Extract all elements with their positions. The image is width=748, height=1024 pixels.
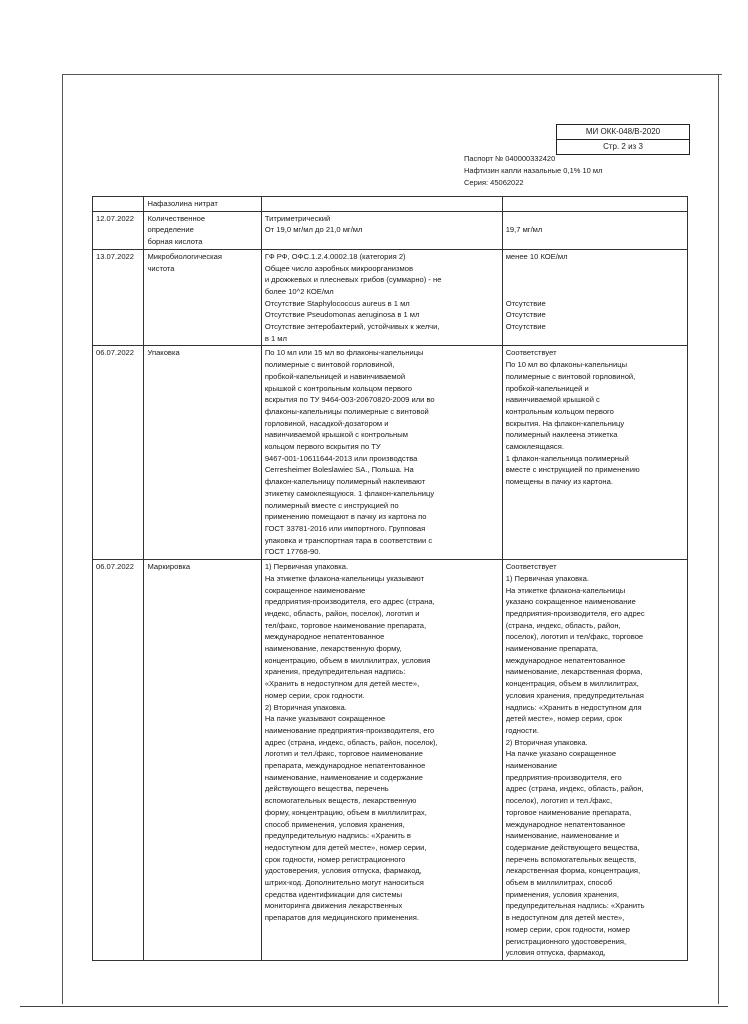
- result-text-line: международное непатентованное: [505, 655, 626, 665]
- norm-text-cell: [261, 346, 502, 560]
- test-date: [93, 346, 144, 560]
- norm-text-line: препаратов для медицинского применения.: [264, 913, 420, 923]
- norm-text-line: хранения, предупредительная надпись:: [264, 667, 406, 677]
- result-text-line: Соответствует: [505, 348, 557, 358]
- norm-text-line: этикетку самоклеящуюся. 1 флакон-капельницу: [264, 488, 435, 498]
- result-text-line: применения, условия хранения,: [505, 889, 619, 899]
- result-text-line: детей месте», номер серии, срок: [505, 714, 623, 724]
- norm-text-cell: [261, 560, 502, 961]
- result-text-line: помещены в пачку из картона.: [505, 477, 613, 487]
- date-text: 13.07.2022: [96, 251, 135, 261]
- result-text-line: концентрация, объем в миллилитрах,: [505, 679, 639, 689]
- norm-text-line: Титриметрический: [264, 213, 331, 223]
- norm-text-line: более 10^2 КОЕ/мл: [264, 286, 334, 296]
- norm-text-line: сокращенное наименование: [264, 585, 366, 595]
- norm-text-line: международное непатентованное: [264, 632, 385, 642]
- norm-text-line: способ применения, условия хранения,: [264, 819, 405, 829]
- result-text-line: перечень вспомогательных веществ,: [505, 854, 637, 864]
- result-text-line: [506, 286, 684, 298]
- norm-text-line: ГОСТ 33781-2016 или импортного. Групповая: [264, 523, 426, 533]
- norm-text-line: удостоверения, условия отпуска, фармакод,: [264, 866, 422, 876]
- norm-text-line: наименование, лекарственную форму,: [264, 644, 402, 654]
- norm-text-line: От 19,0 мг/мл до 21,0 мг/мл: [264, 225, 363, 235]
- norm-text-line: адрес (страна, индекс, область, район, поселок),: [264, 737, 438, 747]
- test-name-line: Упаковка: [147, 348, 180, 358]
- test-name-cell: [144, 560, 261, 961]
- norm-text-line: Отсутствие Pseudomonas aeruginosa в 1 мл: [264, 310, 420, 320]
- norm-text-line: По 10 мл или 15 мл во флаконы-капельницы: [264, 348, 424, 358]
- norm-text-line: На этикетке флакона-капельницы указывают: [264, 573, 425, 583]
- result-text-line: На этикетке флакона-капельницы: [505, 585, 626, 595]
- norm-text-line: тел/факс, торговое наименование препарата,: [264, 620, 427, 630]
- norm-text-line: логотип и тел./факс, торговое наименование: [264, 749, 423, 759]
- norm-text-line: недоступном для детей месте», номер серии,: [264, 842, 427, 852]
- result-text-line: объем в миллилитрах, способ: [505, 878, 613, 888]
- norm-text-line: 2) Вторичная упаковка.: [264, 702, 347, 712]
- table-row: [93, 249, 688, 346]
- result-text-cell: [502, 211, 687, 249]
- result-text-line: (страна, индекс, область, район,: [505, 620, 621, 630]
- norm-text-line: полимерные с винтовой горловиной,: [264, 360, 395, 370]
- result-text-line: лекарственная форма, концентрация,: [505, 866, 641, 876]
- norm-text-line: горловиной, насадкой-дозатором и: [264, 418, 389, 428]
- result-text-line: навинчиваемой крышкой с: [505, 395, 600, 405]
- result-text-line: условия хранения, предупредительная: [505, 690, 644, 700]
- norm-text-line: индекс, область, район, поселок), логотип и: [264, 608, 420, 618]
- norm-text-line: действующего вещества, перечень: [264, 784, 389, 794]
- test-name-line: борная кислота: [147, 237, 203, 247]
- result-text-line: Соответствует: [505, 562, 557, 572]
- product-name: Нафтизин капли назальные 0,1% 10 мл: [464, 166, 603, 175]
- analysis-table: [92, 196, 688, 961]
- result-text-line: содержание действующего вещества,: [505, 842, 640, 852]
- result-text-line: [506, 333, 684, 345]
- result-text-line: 19,7 мг/мл: [505, 225, 543, 235]
- passport-number: Паспорт № 040000332420: [464, 154, 556, 163]
- norm-text-line: На пачке указывают сокращенное: [264, 714, 386, 724]
- result-text-line: менее 10 КОЕ/мл: [505, 251, 568, 261]
- result-text-line: торговое наименование препарата,: [505, 807, 632, 817]
- norm-text-line: Отсутствие Staphylococcus aureus в 1 мл: [264, 298, 410, 308]
- norm-text-line: ГФ РФ, ОФС.1.2.4.0002.18 (категория 2): [264, 251, 406, 261]
- date-text: 12.07.2022: [96, 213, 135, 223]
- norm-text-line: предупредительную надпись: «Хранить в: [264, 831, 411, 841]
- page-border-bottom: [20, 1006, 728, 1007]
- result-text-line: [506, 263, 684, 275]
- date-text: 06.07.2022: [96, 348, 135, 358]
- table-row: [93, 560, 688, 961]
- result-text-line: самоклеящаяся.: [505, 442, 564, 452]
- test-name-line: Микробиологическая: [147, 251, 223, 261]
- norm-text-line: предприятия-производителя, его адрес (страна,: [264, 597, 435, 607]
- norm-text-line: Cerresheimer Boleslawiec SA., Польша. На: [264, 465, 414, 475]
- norm-text-line: номер серии, срок годности.: [264, 690, 365, 700]
- result-text-line: Отсутствие: [505, 310, 546, 320]
- norm-text-line: применению помещают в пачку из картона по: [264, 512, 427, 522]
- result-text-line: предприятия-производителя, его адрес: [505, 608, 645, 618]
- norm-text-line: 9467-001-10611644-2013 или производства: [264, 453, 418, 463]
- test-name-line: чистота: [147, 263, 175, 273]
- result-text-line: По 10 мл во флаконы-капельницы: [505, 360, 628, 370]
- result-text-line: поселок), логотип и тел./факс,: [505, 796, 613, 806]
- passport-block: [464, 153, 602, 189]
- norm-text-line: пробкой-капельницей и навинчиваемой: [264, 371, 406, 381]
- document-code: МИ ОКК-048/В-2020: [557, 125, 689, 140]
- result-text-line: Отсутствие: [505, 298, 546, 308]
- test-name-line: Маркировка: [147, 562, 191, 572]
- table-row: [93, 346, 688, 560]
- result-text-line: наименование препарата,: [505, 644, 599, 654]
- result-text-line: 1) Первичная упаковка.: [505, 573, 589, 583]
- result-text-line: международное непатентованное: [505, 819, 626, 829]
- page-number: Стр. 2 из 3: [603, 142, 643, 151]
- test-name-line: Количественное: [147, 213, 206, 223]
- norm-text-line: кольцом первого вскрытия по ТУ: [264, 442, 381, 452]
- test-name-line: определение: [147, 225, 194, 235]
- page-border-top: [62, 74, 722, 75]
- result-text-line: Отсутствие: [505, 322, 546, 332]
- result-text-cell: [502, 346, 687, 560]
- norm-text-line: флаконы-капельницы полимерные с винтовой: [264, 406, 429, 416]
- test-name-cell: [144, 211, 261, 249]
- test-name-cell: [144, 346, 261, 560]
- test-date: [93, 211, 144, 249]
- norm-text-cell: [261, 249, 502, 346]
- page-border-left: [62, 74, 63, 1004]
- norm-text-line: вспомогательных веществ, лекарственную: [264, 796, 417, 806]
- result-text-line: вместе с инструкцией по применению: [505, 465, 640, 475]
- result-text-line: надпись: «Хранить в недоступном для: [505, 702, 642, 712]
- norm-text-line: штрих-код. Дополнительно могут наноситься: [264, 878, 424, 888]
- result-text-line: 1 флакон-капельница полимерный: [505, 453, 629, 463]
- result-text-line: наименование, наименование и: [505, 831, 619, 841]
- result-text-line: наименование, лекарственная форма,: [505, 667, 643, 677]
- norm-text-line: мониторинга движения лекарственных: [264, 901, 403, 911]
- result-text-line: в недоступном для детей месте»,: [505, 913, 625, 923]
- result-text-line: полимерные с винтовой горловиной,: [505, 371, 636, 381]
- result-text-line: указано сокращенное наименование: [505, 597, 636, 607]
- substance-title: Нафазолина нитрат: [144, 197, 261, 212]
- norm-text-line: наименование предприятия-производителя, его: [264, 725, 435, 735]
- test-date: [93, 249, 144, 346]
- result-text-line: предупредительная надпись: «Хранить: [505, 901, 645, 911]
- table-row: [93, 211, 688, 249]
- norm-text-line: полимерный вместе с инструкцией по: [264, 500, 399, 510]
- norm-text-line: форму, концентрацию, объем в миллилитрах,: [264, 807, 427, 817]
- norm-text-line: крышкой с контрольным кольцом первого: [264, 383, 412, 393]
- table-title-row: [93, 197, 688, 212]
- result-text-line: вскрытия. На флакон-капельницу: [505, 418, 625, 428]
- norm-text-line: «Хранить в недоступном для детей месте»,: [264, 679, 420, 689]
- norm-text-line: препарата, международное непатентованное: [264, 761, 426, 771]
- result-text-line: [506, 274, 684, 286]
- result-text-line: регистрационного удостоверения,: [505, 936, 627, 946]
- norm-text-line: Общее число аэробных микроорганизмов: [264, 263, 413, 273]
- result-text-line: наименование: [505, 761, 558, 771]
- result-text-line: [506, 213, 684, 225]
- result-text-line: На пачке указано сокращенное: [505, 749, 617, 759]
- norm-text-line: концентрацию, объем в миллилитрах, условия: [264, 655, 431, 665]
- result-text-line: поселок), логотип и тел/факс, торговое: [505, 632, 644, 642]
- norm-text-cell: [261, 211, 502, 249]
- result-text-line: пробкой-капельницей и: [505, 383, 589, 393]
- norm-text-line: срок годности, номер регистрационного: [264, 854, 406, 864]
- date-text: 06.07.2022: [96, 562, 135, 572]
- document-code-box: [556, 124, 690, 155]
- result-text-line: номер серии, срок годности, номер: [505, 924, 630, 934]
- result-text-cell: [502, 560, 687, 961]
- norm-text-line: и дрожжевых и плесневых грибов (суммарно) - не: [264, 275, 442, 285]
- norm-text-line: навинчиваемой крышкой с контрольным: [264, 430, 408, 440]
- norm-text-line: вскрытия по ТУ 9464-003-20670820-2009 или во: [264, 395, 435, 405]
- result-text-line: годности.: [505, 725, 539, 735]
- page-border-right: [718, 74, 719, 1004]
- norm-text-line: Отсутствие энтеробактерий, устойчивых к желчи,: [264, 322, 440, 332]
- norm-text-line: средства идентификации для системы: [264, 889, 403, 899]
- test-name-cell: [144, 249, 261, 346]
- norm-text-line: флакон-капельницу полимерный наклеивают: [264, 477, 426, 487]
- result-text-line: 2) Вторичная упаковка.: [505, 737, 588, 747]
- result-text-line: контрольным кольцом первого: [505, 406, 614, 416]
- norm-text-line: ГОСТ 17768-90.: [264, 547, 321, 557]
- result-text-cell: [502, 249, 687, 346]
- result-text-line: адрес (страна, индекс, область, район,: [505, 784, 644, 794]
- norm-text-line: 1) Первичная упаковка.: [264, 562, 349, 572]
- result-text-line: полимерный наклеена этикетка: [505, 430, 618, 440]
- series-number: Серия: 45062022: [464, 178, 524, 187]
- norm-text-line: наименование, наименование и содержание: [264, 772, 423, 782]
- norm-text-line: в 1 мл: [264, 333, 287, 343]
- result-text-line: условия отпуска, фармакод,: [505, 948, 606, 958]
- test-date: [93, 560, 144, 961]
- norm-text-line: упаковка и транспортная тара в соответствии с: [264, 535, 433, 545]
- result-text-line: предприятия-производителя, его: [505, 772, 622, 782]
